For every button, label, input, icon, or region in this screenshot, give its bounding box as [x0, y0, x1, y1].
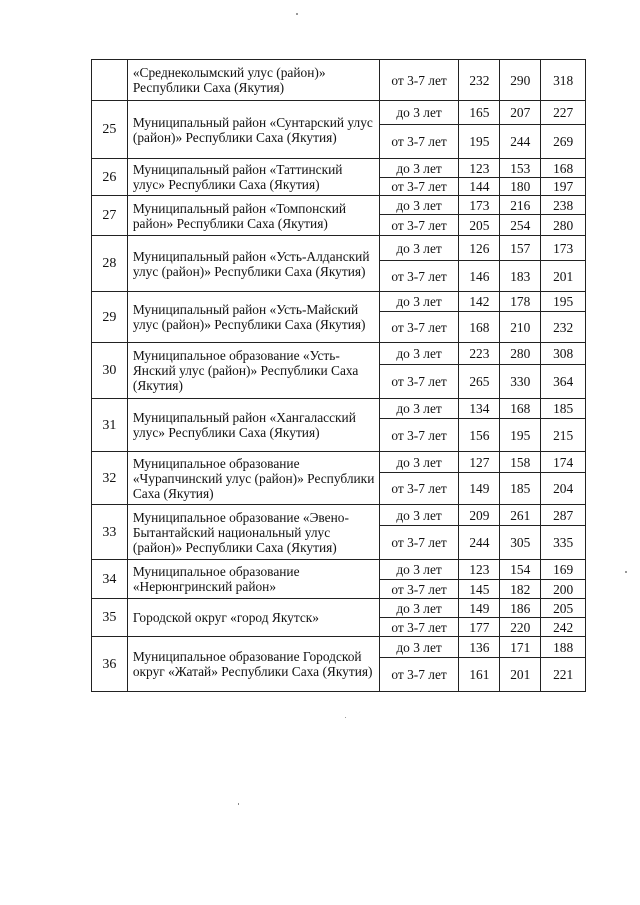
age-group: от 3-7 лет	[379, 125, 459, 159]
value-2: 216	[500, 196, 541, 215]
age-group: до 3 лет	[379, 343, 459, 365]
row-number	[92, 60, 128, 101]
age-group: от 3-7 лет	[379, 419, 459, 452]
row-number: 29	[92, 292, 128, 343]
value-2: 186	[500, 599, 541, 618]
table-body	[92, 60, 586, 692]
value-2: 154	[500, 560, 541, 580]
age-group: от 3-7 лет	[379, 618, 459, 637]
age-group: до 3 лет	[379, 560, 459, 580]
value-2: 290	[500, 60, 541, 101]
municipality-name: Муниципальное образование «Чурапчинский улус (район)» Республики Саха (Якутия)	[127, 452, 379, 505]
municipality-name: «Среднеколымский улус (район)» Республики Саха (Якутия)	[127, 60, 379, 101]
value-2: 207	[500, 101, 541, 125]
age-group: до 3 лет	[379, 236, 459, 261]
value-3: 204	[541, 473, 586, 505]
value-1: 161	[459, 658, 500, 692]
value-2: 330	[500, 365, 541, 399]
municipality-name: Муниципальный район «Томпонский район» Республики Саха (Якутия)	[127, 196, 379, 236]
value-3: 221	[541, 658, 586, 692]
table-row	[92, 60, 586, 101]
value-2: 280	[500, 343, 541, 365]
value-3: 173	[541, 236, 586, 261]
row-number: 31	[92, 399, 128, 452]
age-group: до 3 лет	[379, 505, 459, 526]
value-1: 195	[459, 125, 500, 159]
scan-speck	[625, 571, 627, 573]
value-3: 364	[541, 365, 586, 399]
table-row	[92, 505, 586, 526]
value-2: 210	[500, 312, 541, 343]
value-2: 220	[500, 618, 541, 637]
value-1: 173	[459, 196, 500, 215]
scan-speck	[238, 803, 239, 805]
age-group: до 3 лет	[379, 452, 459, 473]
value-1: 244	[459, 526, 500, 560]
value-1: 223	[459, 343, 500, 365]
row-number: 33	[92, 505, 128, 560]
value-2: 171	[500, 637, 541, 658]
value-1: 168	[459, 312, 500, 343]
age-group: до 3 лет	[379, 159, 459, 178]
scan-speck	[296, 13, 298, 15]
value-3: 318	[541, 60, 586, 101]
value-3: 242	[541, 618, 586, 637]
value-3: 227	[541, 101, 586, 125]
value-3: 197	[541, 178, 586, 196]
value-2: 178	[500, 292, 541, 312]
table-row	[92, 452, 586, 473]
row-number: 35	[92, 599, 128, 637]
value-3: 168	[541, 159, 586, 178]
age-group: от 3-7 лет	[379, 261, 459, 292]
value-1: 123	[459, 159, 500, 178]
value-2: 305	[500, 526, 541, 560]
row-number: 36	[92, 637, 128, 692]
value-3: 280	[541, 215, 586, 236]
value-1: 123	[459, 560, 500, 580]
value-3: 185	[541, 399, 586, 419]
age-group: до 3 лет	[379, 292, 459, 312]
value-2: 182	[500, 580, 541, 599]
value-3: 205	[541, 599, 586, 618]
value-1: 145	[459, 580, 500, 599]
value-1: 127	[459, 452, 500, 473]
value-2: 195	[500, 419, 541, 452]
value-1: 149	[459, 599, 500, 618]
value-1: 205	[459, 215, 500, 236]
table-row	[92, 343, 586, 365]
value-2: 244	[500, 125, 541, 159]
value-1: 142	[459, 292, 500, 312]
row-number: 28	[92, 236, 128, 292]
row-number: 26	[92, 159, 128, 196]
value-1: 265	[459, 365, 500, 399]
value-1: 144	[459, 178, 500, 196]
value-2: 168	[500, 399, 541, 419]
table-row	[92, 399, 586, 419]
value-2: 157	[500, 236, 541, 261]
row-number: 25	[92, 101, 128, 159]
row-number: 32	[92, 452, 128, 505]
value-2: 183	[500, 261, 541, 292]
value-1: 146	[459, 261, 500, 292]
value-1: 156	[459, 419, 500, 452]
age-group: до 3 лет	[379, 399, 459, 419]
value-3: 238	[541, 196, 586, 215]
value-3: 188	[541, 637, 586, 658]
table-row	[92, 637, 586, 658]
table-row	[92, 560, 586, 580]
age-group: до 3 лет	[379, 101, 459, 125]
age-group: от 3-7 лет	[379, 365, 459, 399]
age-group: от 3-7 лет	[379, 473, 459, 505]
municipality-name: Муниципальный район «Усть-Майский улус (район)» Республики Саха (Якутия)	[127, 292, 379, 343]
table-row	[92, 236, 586, 261]
value-3: 195	[541, 292, 586, 312]
age-group: до 3 лет	[379, 599, 459, 618]
municipality-name: Муниципальный район «Сунтарский улус (район)» Республики Саха (Якутия)	[127, 101, 379, 159]
municipality-name: Муниципальное образование «Усть-Янский улус (район)» Республики Саха (Якутия)	[127, 343, 379, 399]
age-group: от 3-7 лет	[379, 178, 459, 196]
value-3: 287	[541, 505, 586, 526]
age-group: до 3 лет	[379, 196, 459, 215]
value-3: 174	[541, 452, 586, 473]
table-row	[92, 101, 586, 125]
age-group: до 3 лет	[379, 637, 459, 658]
value-2: 180	[500, 178, 541, 196]
table-row	[92, 196, 586, 215]
value-3: 215	[541, 419, 586, 452]
municipality-name: Муниципальный район «Усть-Алданский улус (район)» Республики Саха (Якутия)	[127, 236, 379, 292]
scan-speck	[345, 717, 346, 718]
value-1: 165	[459, 101, 500, 125]
table-row	[92, 599, 586, 618]
value-3: 201	[541, 261, 586, 292]
value-1: 232	[459, 60, 500, 101]
value-3: 269	[541, 125, 586, 159]
row-number: 30	[92, 343, 128, 399]
age-group: от 3-7 лет	[379, 580, 459, 599]
value-2: 261	[500, 505, 541, 526]
table-row	[92, 292, 586, 312]
value-1: 177	[459, 618, 500, 637]
municipality-name: Муниципальный район «Таттинский улус» Республики Саха (Якутия)	[127, 159, 379, 196]
municipality-name: Муниципальное образование Городской округ «Жатай» Республики Саха (Якутия)	[127, 637, 379, 692]
municipality-name: Муниципальный район «Хангаласский улус» Республики Саха (Якутия)	[127, 399, 379, 452]
value-3: 335	[541, 526, 586, 560]
value-3: 200	[541, 580, 586, 599]
value-1: 209	[459, 505, 500, 526]
age-group: от 3-7 лет	[379, 60, 459, 101]
value-1: 149	[459, 473, 500, 505]
municipality-name: Муниципальное образование «Эвено-Бытантайский национальный улус (район)» Республики Саха (Якутия)	[127, 505, 379, 560]
value-2: 201	[500, 658, 541, 692]
value-1: 134	[459, 399, 500, 419]
row-number: 27	[92, 196, 128, 236]
value-1: 126	[459, 236, 500, 261]
table-row	[92, 159, 586, 178]
value-3: 169	[541, 560, 586, 580]
age-group: от 3-7 лет	[379, 312, 459, 343]
row-number: 34	[92, 560, 128, 599]
age-group: от 3-7 лет	[379, 658, 459, 692]
municipality-name: Муниципальное образование «Нерюнгринский район»	[127, 560, 379, 599]
age-group: от 3-7 лет	[379, 526, 459, 560]
value-2: 254	[500, 215, 541, 236]
age-group: от 3-7 лет	[379, 215, 459, 236]
municipality-name: Городской округ «город Якутск»	[127, 599, 379, 637]
value-3: 308	[541, 343, 586, 365]
value-2: 185	[500, 473, 541, 505]
value-2: 153	[500, 159, 541, 178]
value-2: 158	[500, 452, 541, 473]
value-1: 136	[459, 637, 500, 658]
tariff-table	[91, 59, 586, 692]
value-3: 232	[541, 312, 586, 343]
